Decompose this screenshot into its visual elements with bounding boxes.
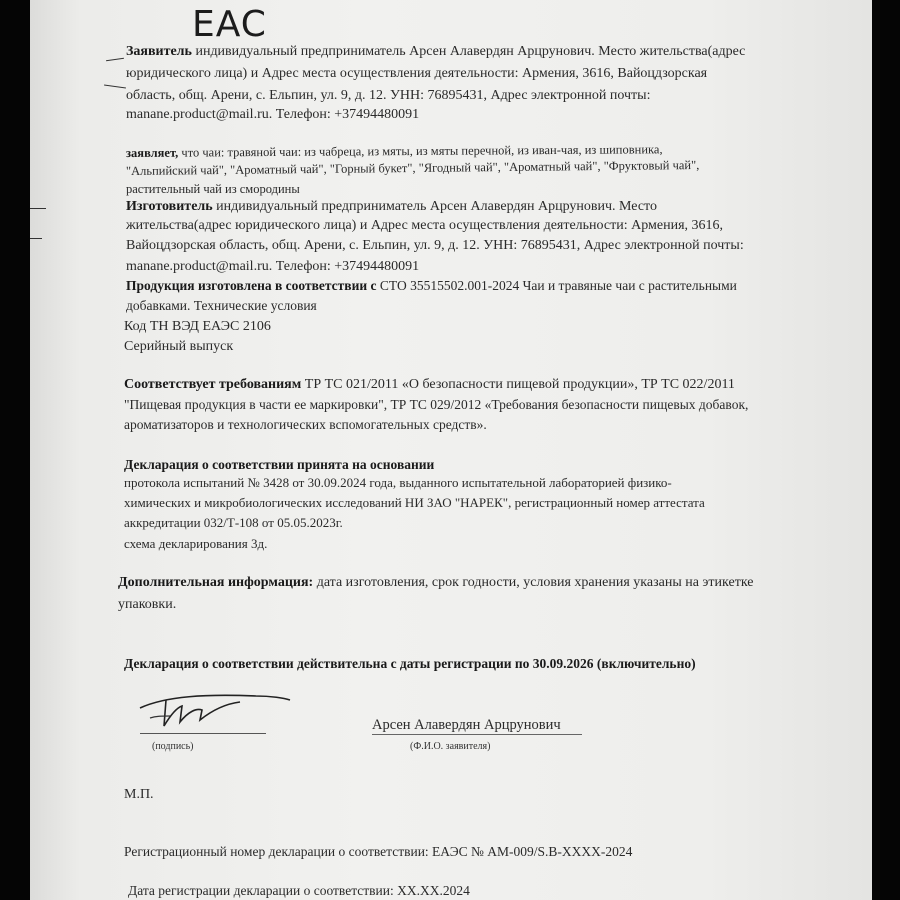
- basis-line-4: схема декларирования 3д.: [124, 536, 268, 551]
- margin-mark: [104, 84, 126, 88]
- signature-image: [136, 686, 296, 736]
- additional-line-2: упаковки.: [118, 597, 177, 612]
- signature-underline: [140, 733, 266, 734]
- manufacturer-line-3: Вайоцдзорская область, общ. Арени, с. Ельпин, ул. 9, д. 12. УНН: 76895431, Адрес электронной почты:: [126, 238, 744, 253]
- signature-caption: (подпись): [152, 741, 194, 752]
- declares-line-3: растительный чай из смородины: [126, 182, 300, 196]
- basis-line-1: протокола испытаний № 3428 от 30.09.2024 года, выданного испытательной лабораторией физико-: [124, 475, 672, 490]
- registration-number: Регистрационный номер декларации о соответствии: ЕАЭС № AM-009/S.B-XXXX-2024: [124, 844, 633, 859]
- registration-date: Дата регистрации декларации о соответствии: XX.XX.2024: [128, 883, 470, 898]
- declares-label: заявляет,: [125, 145, 179, 160]
- additional-label: Дополнительная информация:: [118, 575, 314, 590]
- manufacturer-line-2: жительства(адрес юридического лица) и Адрес места осуществления деятельности: Армения, 3616,: [126, 218, 724, 233]
- basis-line-3: аккредитации 032/Т-108 от 05.05.2023г.: [124, 515, 343, 530]
- product-line-1: [126, 277, 737, 295]
- declaration-sheet: [30, 0, 872, 900]
- additional-line-1: [118, 574, 754, 592]
- manufacturer-label: Изготовитель: [126, 199, 213, 214]
- product-line-2: добавками. Технические условия: [126, 298, 317, 313]
- name-caption: (Ф.И.О. заявителя): [410, 741, 491, 752]
- applicant-label: Заявитель: [126, 44, 192, 59]
- serial-release: Серийный выпуск: [124, 339, 234, 354]
- name-underline: [372, 734, 582, 735]
- additional-text-1: дата изготовления, срок годности, условия хранения указаны на этикетке: [313, 575, 754, 590]
- basis-label: Декларация о соответствии принята на основании: [124, 457, 435, 472]
- stamp-place: М.П.: [124, 787, 154, 802]
- conforms-text-1: ТР ТС 021/2011 «О безопасности пищевой продукции», ТР ТС 022/2011: [301, 377, 735, 392]
- applicant-line-1: [126, 43, 745, 61]
- margin-mark: [106, 58, 124, 61]
- validity-statement: Декларация о соответствии действительна с даты регистрации по 30.09.2026 (включительно): [124, 656, 696, 671]
- product-label: Продукция изготовлена в соответствии с: [126, 278, 377, 293]
- manufacturer-text-1: индивидуальный предприниматель Арсен Алавердян Арцрунович. Место: [212, 199, 657, 214]
- conforms-label: Соответствует требованиям: [124, 377, 302, 392]
- hs-code: Код ТН ВЭД ЕАЭС 2106: [124, 319, 271, 334]
- applicant-line-2: юридического лица) и Адрес места осуществления деятельности: Армения, 3616, Вайоцдзорская: [126, 66, 708, 81]
- applicant-fullname: Арсен Алавердян Арцрунович: [372, 717, 561, 733]
- margin-mark: [30, 238, 42, 239]
- declares-line-2: "Альпийский чай", "Ароматный чай", "Горный букет", "Ягодный чай", "Ароматный чай", "Фруктовый чай",: [125, 157, 700, 178]
- margin-mark: [30, 208, 46, 209]
- conforms-line-3: ароматизаторов и технологических вспомогательных средств».: [124, 417, 487, 432]
- product-text-1: СТО 35515502.001-2024 Чаи и травяные чаи с растительными: [376, 278, 737, 293]
- manufacturer-line-1: [126, 198, 657, 216]
- applicant-line-4: manane.product@mail.ru. Телефон: +37494480091: [126, 107, 420, 122]
- applicant-text-1: индивидуальный предприниматель Арсен Алавердян Арцрунович. Место жительства(адрес: [191, 44, 746, 59]
- manufacturer-line-4: manane.product@mail.ru. Телефон: +37494480091: [126, 259, 420, 274]
- conforms-line-1: [124, 376, 735, 394]
- eac-logo: EAC: [192, 4, 267, 45]
- basis-line-2: химических и микробиологических исследований НИ ЗАО "НАРЕК", регистрационный номер аттестата: [124, 495, 705, 510]
- declares-text-1: что чаи: травяной чаи: из чабреца, из мяты, из мяты перечной, из иван-чая, из шиповника,: [178, 142, 663, 160]
- conforms-line-2: "Пищевая продукция в части ее маркировки", ТР ТС 029/2012 «Требования безопасности пищевых добавок,: [124, 397, 749, 412]
- applicant-line-3: область, общ. Арени, с. Ельпин, ул. 9, д. 12. УНН: 76895431, Адрес электронной почты:: [126, 88, 651, 103]
